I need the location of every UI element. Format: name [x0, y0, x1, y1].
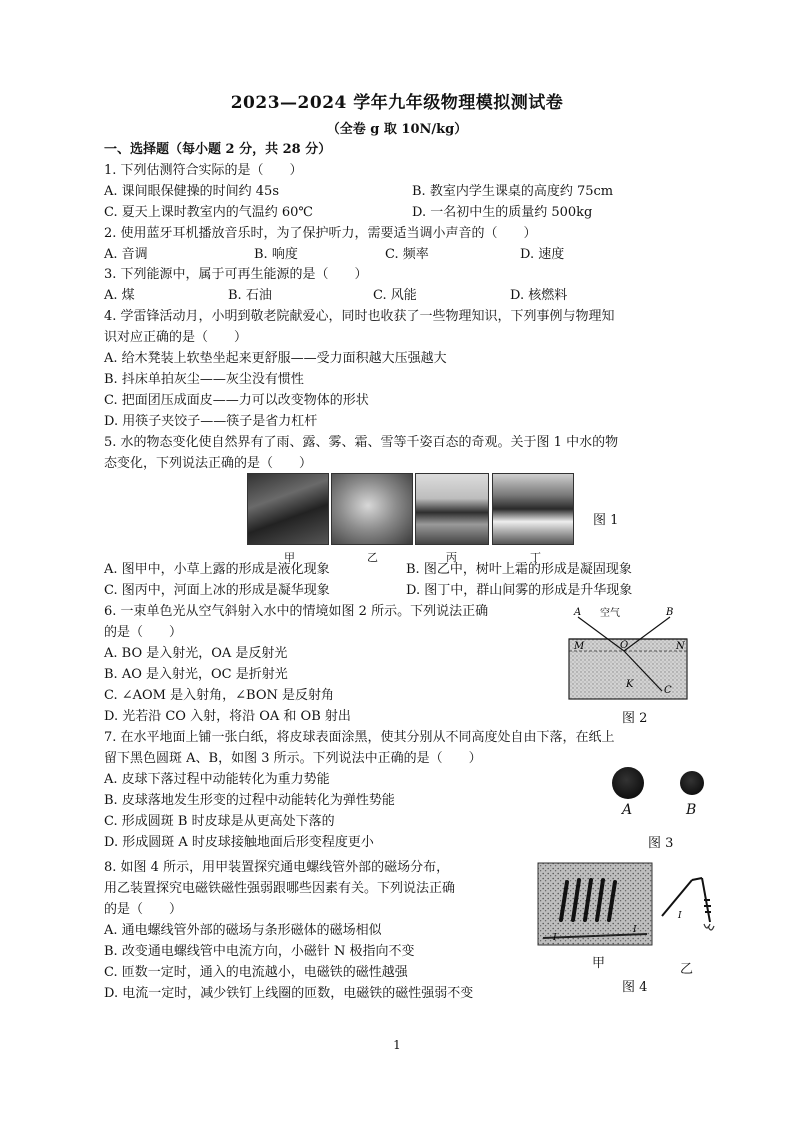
point-c-label: C — [664, 685, 672, 696]
fig4-current-label-yi: I — [678, 911, 682, 921]
q7-option-b: B. 皮球落地发生形变的过程中动能转化为弹性势能 — [104, 793, 395, 808]
fig4-current-label-left: I — [553, 933, 557, 943]
q3-option-d: D. 核燃料 — [510, 288, 568, 303]
fig4-caption-jia: 甲 — [592, 956, 606, 971]
q1-option-a: A. 课间眼保健操的时间约 45s — [104, 184, 279, 199]
photo-mountain-fog — [492, 473, 574, 545]
q1-option-b: B. 教室内学生课桌的高度约 75cm — [412, 184, 614, 199]
q5-option-b: B. 图乙中，树叶上霜的形成是凝固现象 — [406, 562, 632, 577]
q5-option-d: D. 图丁中，群山间雾的形成是升华现象 — [406, 583, 633, 598]
q7-stem-line2: 留下黑色圆斑 A、B，如图 3 所示。下列说法中正确的是（ ） — [104, 751, 482, 766]
q7-option-d: D. 形成圆斑 A 时皮球接触地面后形变程度更小 — [104, 835, 374, 850]
q5-stem-line2: 态变化，下列说法正确的是（ ） — [104, 456, 313, 471]
q6-stem-line2: 的是（ ） — [104, 625, 183, 640]
exam-title: 2023—2024 学年九年级物理模拟测试卷 — [230, 93, 564, 113]
q2-option-c: C. 频率 — [385, 247, 429, 262]
q4-stem-line1: 4. 学雷锋活动月，小明到敬老院献爱心，同时也收获了一些物理知识，下列事例与物理知 — [104, 309, 615, 324]
q4-stem-line2: 识对应正确的是（ ） — [104, 330, 248, 345]
fig4-label: 图 4 — [622, 980, 648, 995]
q8-option-c: C. 匝数一定时，通入的电流越小，电磁铁的磁性越强 — [104, 965, 408, 980]
spot-b — [680, 771, 704, 795]
fig1-caption-ding: 丁 — [530, 551, 541, 564]
q4-option-c: C. 把面团压成面皮——力可以改变物体的形状 — [104, 393, 369, 408]
q6-stem-line1: 6. 一束单色光从空气斜射入水中的情境如图 2 所示。下列说法正确 — [104, 604, 489, 619]
q8-stem-line2: 用乙装置探究电磁铁磁性强弱跟哪些因素有关。下列说法正确 — [104, 881, 456, 896]
q8-stem-line1: 8. 如图 4 所示，用甲装置探究通电螺线管外部的磁场分布， — [104, 860, 450, 875]
q5-option-c: C. 图丙中，河面上冰的形成是凝华现象 — [104, 583, 330, 598]
q8-option-a: A. 通电螺线管外部的磁场与条形磁体的磁场相似 — [104, 923, 382, 938]
spot-a — [612, 767, 644, 799]
fig1-caption-yi: 乙 — [367, 551, 378, 564]
q4-option-b: B. 抖床单拍灰尘——灰尘没有惯性 — [104, 372, 304, 387]
point-m-label: M — [574, 641, 585, 652]
q6-option-c: C. ∠AOM 是入射角，∠BON 是反射角 — [104, 688, 334, 703]
point-o-label: O — [620, 640, 629, 651]
q3-stem: 3. 下列能源中，属于可再生能源的是（ ） — [104, 267, 368, 282]
fig1-caption-jia: 甲 — [284, 551, 295, 564]
q4-option-d: D. 用筷子夹饺子——筷子是省力杠杆 — [104, 414, 318, 429]
q1-option-d: D. 一名初中生的质量约 500kg — [412, 205, 593, 220]
air-label: 空气 — [600, 608, 620, 619]
q2-option-d: D. 速度 — [520, 247, 565, 262]
fig1-label: 图 1 — [593, 513, 619, 528]
q2-option-a: A. 音调 — [104, 247, 148, 262]
q2-option-b: B. 响度 — [254, 247, 298, 262]
point-n-label: N — [676, 641, 685, 652]
fig2-refraction-diagram — [564, 603, 694, 703]
q1-option-c: C. 夏天上课时教室内的气温约 60℃ — [104, 205, 313, 220]
photo-river-ice — [415, 473, 489, 545]
fig4-solenoid-photo — [537, 862, 653, 946]
q8-stem-line3: 的是（ ） — [104, 902, 183, 917]
fig4-caption-yi: 乙 — [680, 962, 694, 977]
photo-grass-dew — [247, 473, 329, 545]
q3-option-b: B. 石油 — [228, 288, 272, 303]
point-k-label: K — [626, 679, 634, 690]
fig3-label: 图 3 — [648, 836, 674, 851]
spot-b-label: B — [686, 802, 697, 818]
photo-leaf-frost — [331, 473, 413, 545]
point-a-label: A — [574, 607, 582, 618]
q3-option-c: C. 风能 — [373, 288, 417, 303]
q8-option-d: D. 电流一定时，减少铁钉上线圈的匝数，电磁铁的磁性强弱不变 — [104, 986, 474, 1001]
fig1-caption-bing: 丙 — [446, 551, 457, 564]
fig2-label: 图 2 — [622, 711, 648, 726]
fig4-current-label-right: I — [633, 925, 637, 935]
section-heading: 一、选择题（每小题 2 分，共 28 分） — [104, 142, 332, 157]
page-number: 1 — [393, 1038, 401, 1052]
q8-option-b: B. 改变通电螺线管中电流方向，小磁针 N 极指向不变 — [104, 944, 415, 959]
exam-subtitle: （全卷 g 取 10N/kg） — [326, 122, 468, 137]
q6-option-d: D. 光若沿 CO 入射，将沿 OA 和 OB 射出 — [104, 709, 351, 724]
paper-clips — [704, 924, 714, 930]
fig4-electromagnet-diagram — [656, 870, 720, 950]
q6-option-a: A. BO 是入射光，OA 是反射光 — [104, 646, 288, 661]
q6-option-b: B. AO 是入射光，OC 是折射光 — [104, 667, 288, 682]
q5-option-a: A. 图甲中，小草上露的形成是液化现象 — [104, 562, 330, 577]
spot-a-label: A — [622, 802, 633, 818]
q5-stem-line1: 5. 水的物态变化使自然界有了雨、露、雾、霜、雪等千姿百态的奇观。关于图 1 中水的物 — [104, 435, 619, 450]
q7-option-a: A. 皮球下落过程中动能转化为重力势能 — [104, 772, 330, 787]
q4-option-a: A. 给木凳装上软垫坐起来更舒服——受力面积越大压强越大 — [104, 351, 447, 366]
q1-stem: 1. 下列估测符合实际的是（ ） — [104, 163, 303, 178]
q7-option-c: C. 形成圆斑 B 时皮球是从更高处下落的 — [104, 814, 335, 829]
q7-stem-line1: 7. 在水平地面上铺一张白纸，将皮球表面涂黑，使其分别从不同高度处自由下落，在纸上 — [104, 730, 615, 745]
q3-option-a: A. 煤 — [104, 288, 135, 303]
point-b-label: B — [666, 607, 674, 618]
q2-stem: 2. 使用蓝牙耳机播放音乐时，为了保护听力，需要适当调小声音的（ ） — [104, 226, 537, 241]
